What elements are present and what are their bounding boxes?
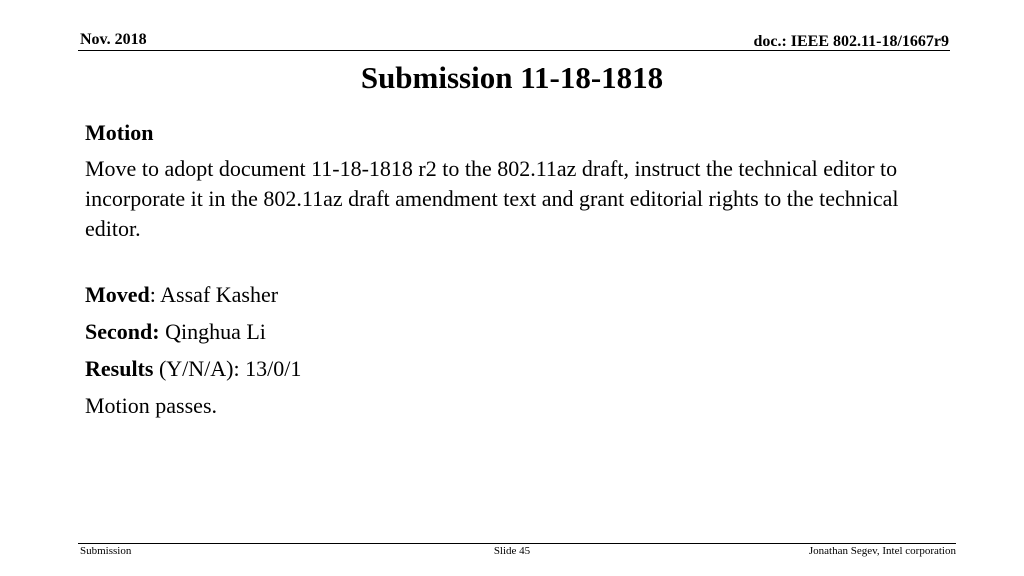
header-doc-id: doc.: IEEE 802.11-18/1667r9 — [753, 33, 949, 50]
second-label: Second: — [85, 319, 160, 344]
second-value: Qinghua Li — [159, 319, 266, 344]
footer-author: Jonathan Segev, Intel corporation — [808, 545, 956, 557]
moved-line — [85, 280, 955, 317]
motion-heading: Motion — [85, 120, 154, 145]
footer-slide-number: Slide 45 — [493, 545, 531, 557]
slide-body — [85, 118, 955, 428]
second-line — [85, 317, 955, 354]
results-label: Results — [85, 356, 154, 381]
moved-value: : Assaf Kasher — [149, 282, 279, 307]
header-date: Nov. 2018 — [80, 31, 147, 48]
footer-divider — [78, 543, 956, 544]
motion-text: Move to adopt document 11-18-1818 r2 to the 802.11az draft, instruct the technical editor to incorporate it in the 802.11az draft amendment text and grant editorial rights to the technical editor. — [85, 156, 899, 241]
slide-title: Submission 11-18-1818 — [360, 60, 664, 95]
footer-left: Submission — [80, 545, 132, 557]
results-value: (Y/N/A): 13/0/1 — [153, 356, 302, 381]
moved-label: Moved — [85, 282, 150, 307]
results-line — [85, 354, 955, 391]
motion-outcome: Motion passes. — [85, 393, 217, 418]
header-divider — [78, 50, 950, 51]
